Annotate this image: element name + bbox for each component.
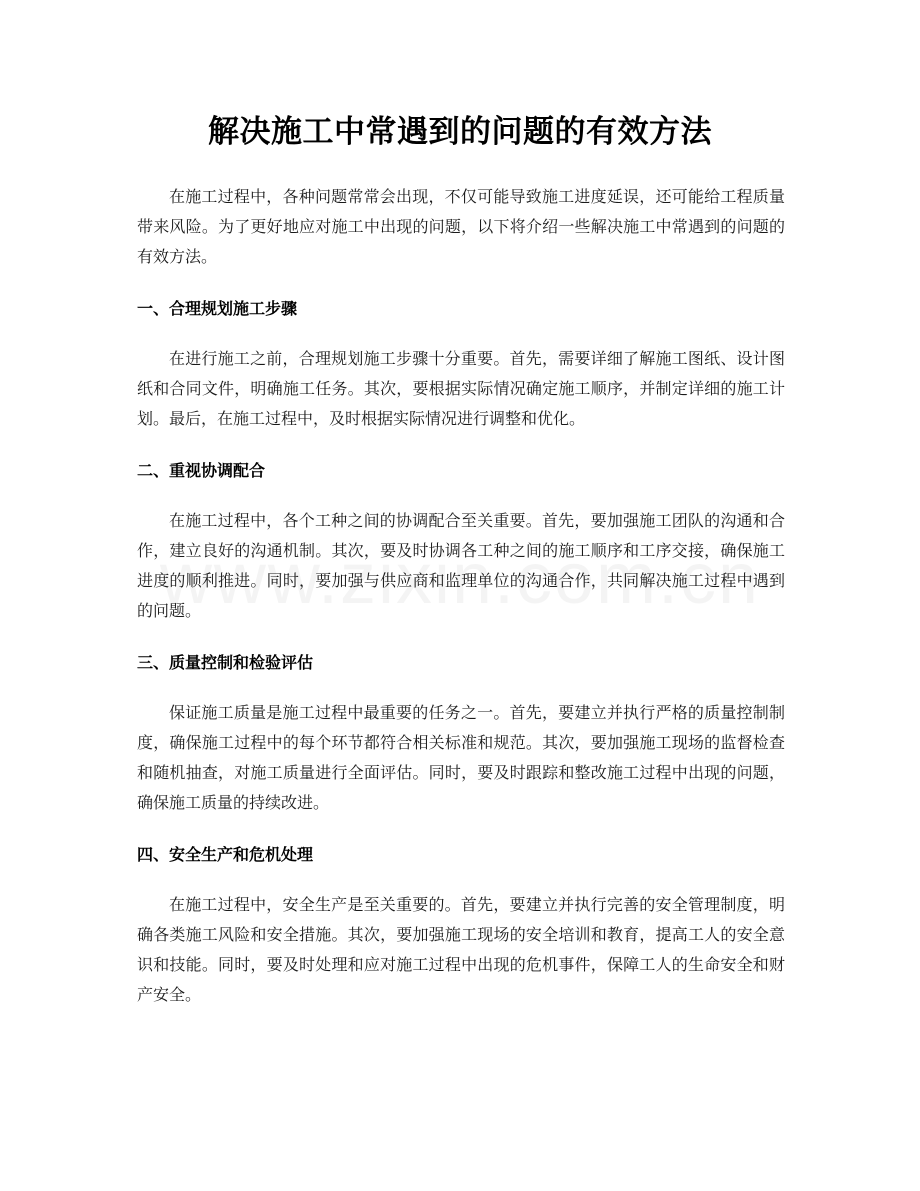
section-heading-3: 三、质量控制和检验评估: [137, 653, 314, 672]
intro-paragraph: 在施工过程中，各种问题常常会出现，不仅可能导致施工进度延误，还可能给工程质量带来风险。为了更好地应对施工中出现的问题，以下将介绍一些解决施工中常遇到的问题的有效方法。: [137, 187, 785, 266]
section-heading-4: 四、安全生产和危机处理: [137, 845, 314, 864]
section-paragraph-4: 在施工过程中，安全生产是至关重要的。首先，要建立并执行完善的安全管理制度，明确各类施工风险和安全措施。其次，要加强施工现场的安全培训和教育，提高工人的安全意识和技能。同时，要及时处理和应对施工过程中出现的危机事件，保障工人的生命安全和财产安全。: [137, 895, 785, 1004]
document-body: [137, 182, 785, 1010]
section-heading-1: 一、合理规划施工步骤: [137, 299, 298, 318]
section-heading-2: 二、重视协调配合: [137, 461, 266, 480]
section-paragraph-1: 在进行施工之前，合理规划施工步骤十分重要。首先，需要详细了解施工图纸、设计图纸和合同文件，明确施工任务。其次，要根据实际情况确定施工顺序，并制定详细的施工计划。最后，在施工过程中，及时根据实际情况进行调整和优化。: [137, 349, 785, 428]
document-title: 解决施工中常遇到的问题的有效方法: [208, 114, 712, 150]
section-paragraph-2: 在施工过程中，各个工种之间的协调配合至关重要。首先，要加强施工团队的沟通和合作，建立良好的沟通机制。其次，要及时协调各工种之间的施工顺序和工序交接，确保施工进度的顺利推进。同时，要加强与供应商和监理单位的沟通合作，共同解决施工过程中遇到的问题。: [137, 511, 785, 620]
section-paragraph-3: 保证施工质量是施工过程中最重要的任务之一。首先，要建立并执行严格的质量控制制度，确保施工过程中的每个环节都符合相关标准和规范。其次，要加强施工现场的监督检查和随机抽查，对施工质量进行全面评估。同时，要及时跟踪和整改施工过程中出现的问题，确保施工质量的持续改进。: [137, 703, 785, 812]
